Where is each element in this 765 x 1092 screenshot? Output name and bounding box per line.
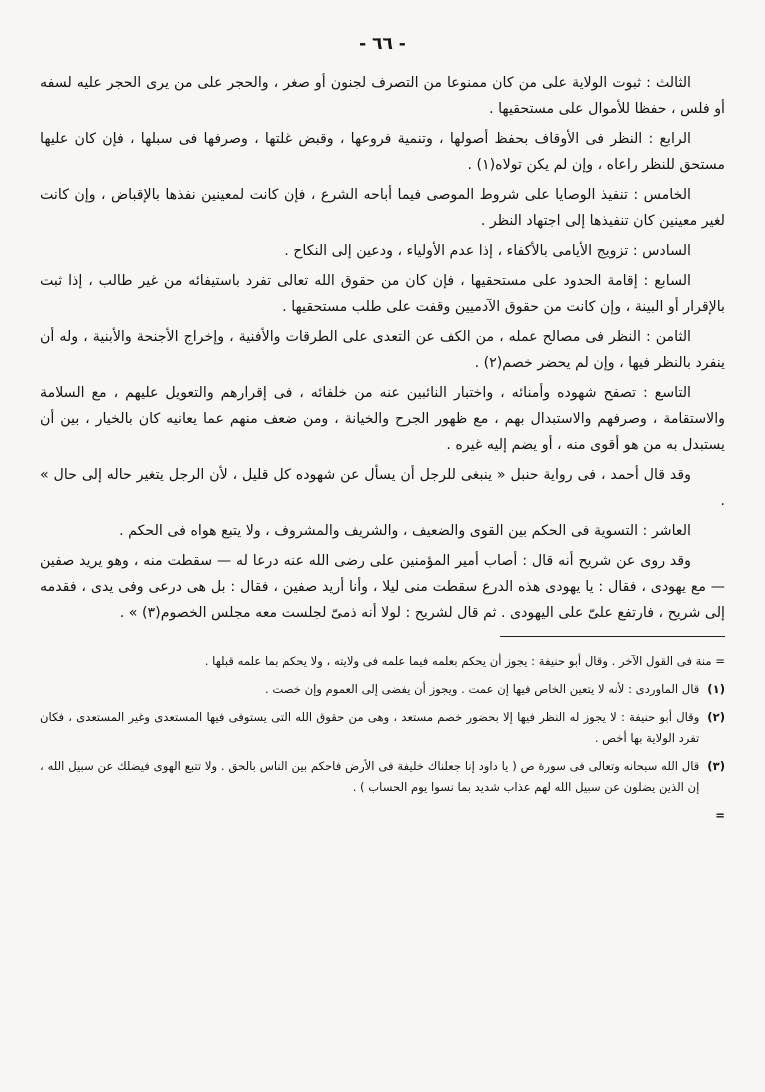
- footnote-1: [40, 679, 725, 700]
- paragraph-eighth: الثامن : النظر فى مصالح عمله ، من الكف عن التعدى على الطرقات والأفنية ، وإخراج الأجنحة والأبنية ، وله أن ينفرد بالنظر فيها ، وإن لم يحضر خصم(٢) .: [40, 329, 725, 371]
- footnote-2: [40, 707, 725, 749]
- paragraph-sixth: السادس : تزويج الأيامى بالأكفاء ، إذا عدم الأولياء ، ودعين إلى النكاح .: [284, 243, 691, 259]
- continuation-mark: =: [715, 808, 725, 822]
- footnote-text: قال الماوردى : لأنه لا يتعين الخاص فيها إن عمت . ويجوز أن يفضى إلى العموم وإن خصت .: [264, 682, 700, 696]
- footnote-end: [40, 805, 725, 826]
- footnote-mark: (٢): [707, 710, 725, 724]
- footnote-text: قال الله سبحانه وتعالى فى سورة ص ( يا داود إنا جعلناك خليفة فى الأرض فاحكم بين الناس بالحق . ولا تتبع الهوى فيضلك عن سبيل الله ، إن الذين يضلون عن سبيل الله لهم عذاب شديد بما نسوا يوم الحساب ) .: [40, 759, 700, 794]
- paragraph-seventh: السابع : إقامة الحدود على مستحقيها ، فإن كان من حقوق الله تعالى تفرد باستيفائه من غير طالب ، إذا ثبت بالإقرار أو البينة ، وإن كانت من حقوق الآدميين وقفت على طلب مستحقيها .: [40, 273, 725, 315]
- paragraph-fourth: الرابع : النظر فى الأوقاف بحفظ أصولها ، وتنمية فروعها ، وقبض غلتها ، وصرفها فى سبلها ، فإن كان عليها مستحق للنظر راعاه ، وإن لم يكن تولاه(١) .: [40, 131, 725, 173]
- footnote-mark: (٣): [707, 759, 725, 773]
- paragraph-ninth: التاسع : تصفح شهوده وأمنائه ، واختبار النائبين عنه من خلفائه ، فى إقرارهم والتعويل عليهم ، مع السلامة والاستقامة ، وصرفهم والاستبدال بهم ، مع ظهور الجرح والخيانة ، ومن ضعف منهم عما يعانيه كان بالخيار ، بين أن يستبدل به من هو أقوى منه ، أو يضم إليه غيره .: [40, 385, 725, 453]
- paragraph-shurayh-story: وقد روى عن شريح أنه قال : أصاب أمير المؤمنين على رضى الله عنه درعا له — سقطت منه ، وهو يريد صفين — مع يهودى ، فقال : يا يهودى هذه الدرع سقطت منى ليلا ، وأنا أريد صفين ، فقال : بل هى درعى وفى يدى ، فقدمه إلى شريح ، فارتفع علىّ على اليهودى . ثم قال لشريح : لولا أنه ذمىّ لجلست معه مجلس الخصوم(٣) » .: [40, 553, 725, 621]
- paragraph-fifth: الخامس : تنفيذ الوصايا على شروط الموصى فيما أباحه الشرع ، فإن كانت لمعينين نفذها بالإقباض ، وإن كانت لغير معينين كان تنفيذها إلى اجتهاد النظر .: [40, 187, 725, 229]
- footnote-continuation: [40, 651, 725, 672]
- footnote-text: وقال أبو حنيفة : لا يجوز له النظر فيها إلا بحضور خصم مستعد ، وهى من حقوق الله التى يستوفى فيها المستعدى وغير المستعدى ، فكان تفرد الولاية بها أخص .: [40, 710, 700, 745]
- footnote-3: [40, 756, 725, 798]
- footnote-divider: [500, 636, 725, 637]
- footnote-mark: (١): [707, 682, 725, 696]
- paragraph-third: الثالث : ثبوت الولاية على من كان ممنوعا من التصرف لجنون أو صغر ، والحجر على من يرى الحجر عليه لسفه أو فلس ، حفظا للأموال على مستحقيها .: [40, 75, 725, 117]
- page-number: - ٦٦ -: [359, 34, 406, 54]
- paragraph-tenth: العاشر : التسوية فى الحكم بين القوى والضعيف ، والشريف والمشروف ، ولا يتبع هواه فى الحكم .: [119, 523, 691, 539]
- footnote-continuation-text: = منة فى القول الآخر . وقال أبو حنيفة : يجوز أن يحكم بعلمه فيما علمه فى ولايته ، ولا يحكم بما علمه قبلها .: [204, 654, 725, 668]
- paragraph-ahmad-quote: وقد قال أحمد ، فى رواية حنبل « ينبغى للرجل أن يسأل عن شهوده كل قليل ، لأن الرجل يتغير حاله إلى حال » .: [40, 467, 725, 509]
